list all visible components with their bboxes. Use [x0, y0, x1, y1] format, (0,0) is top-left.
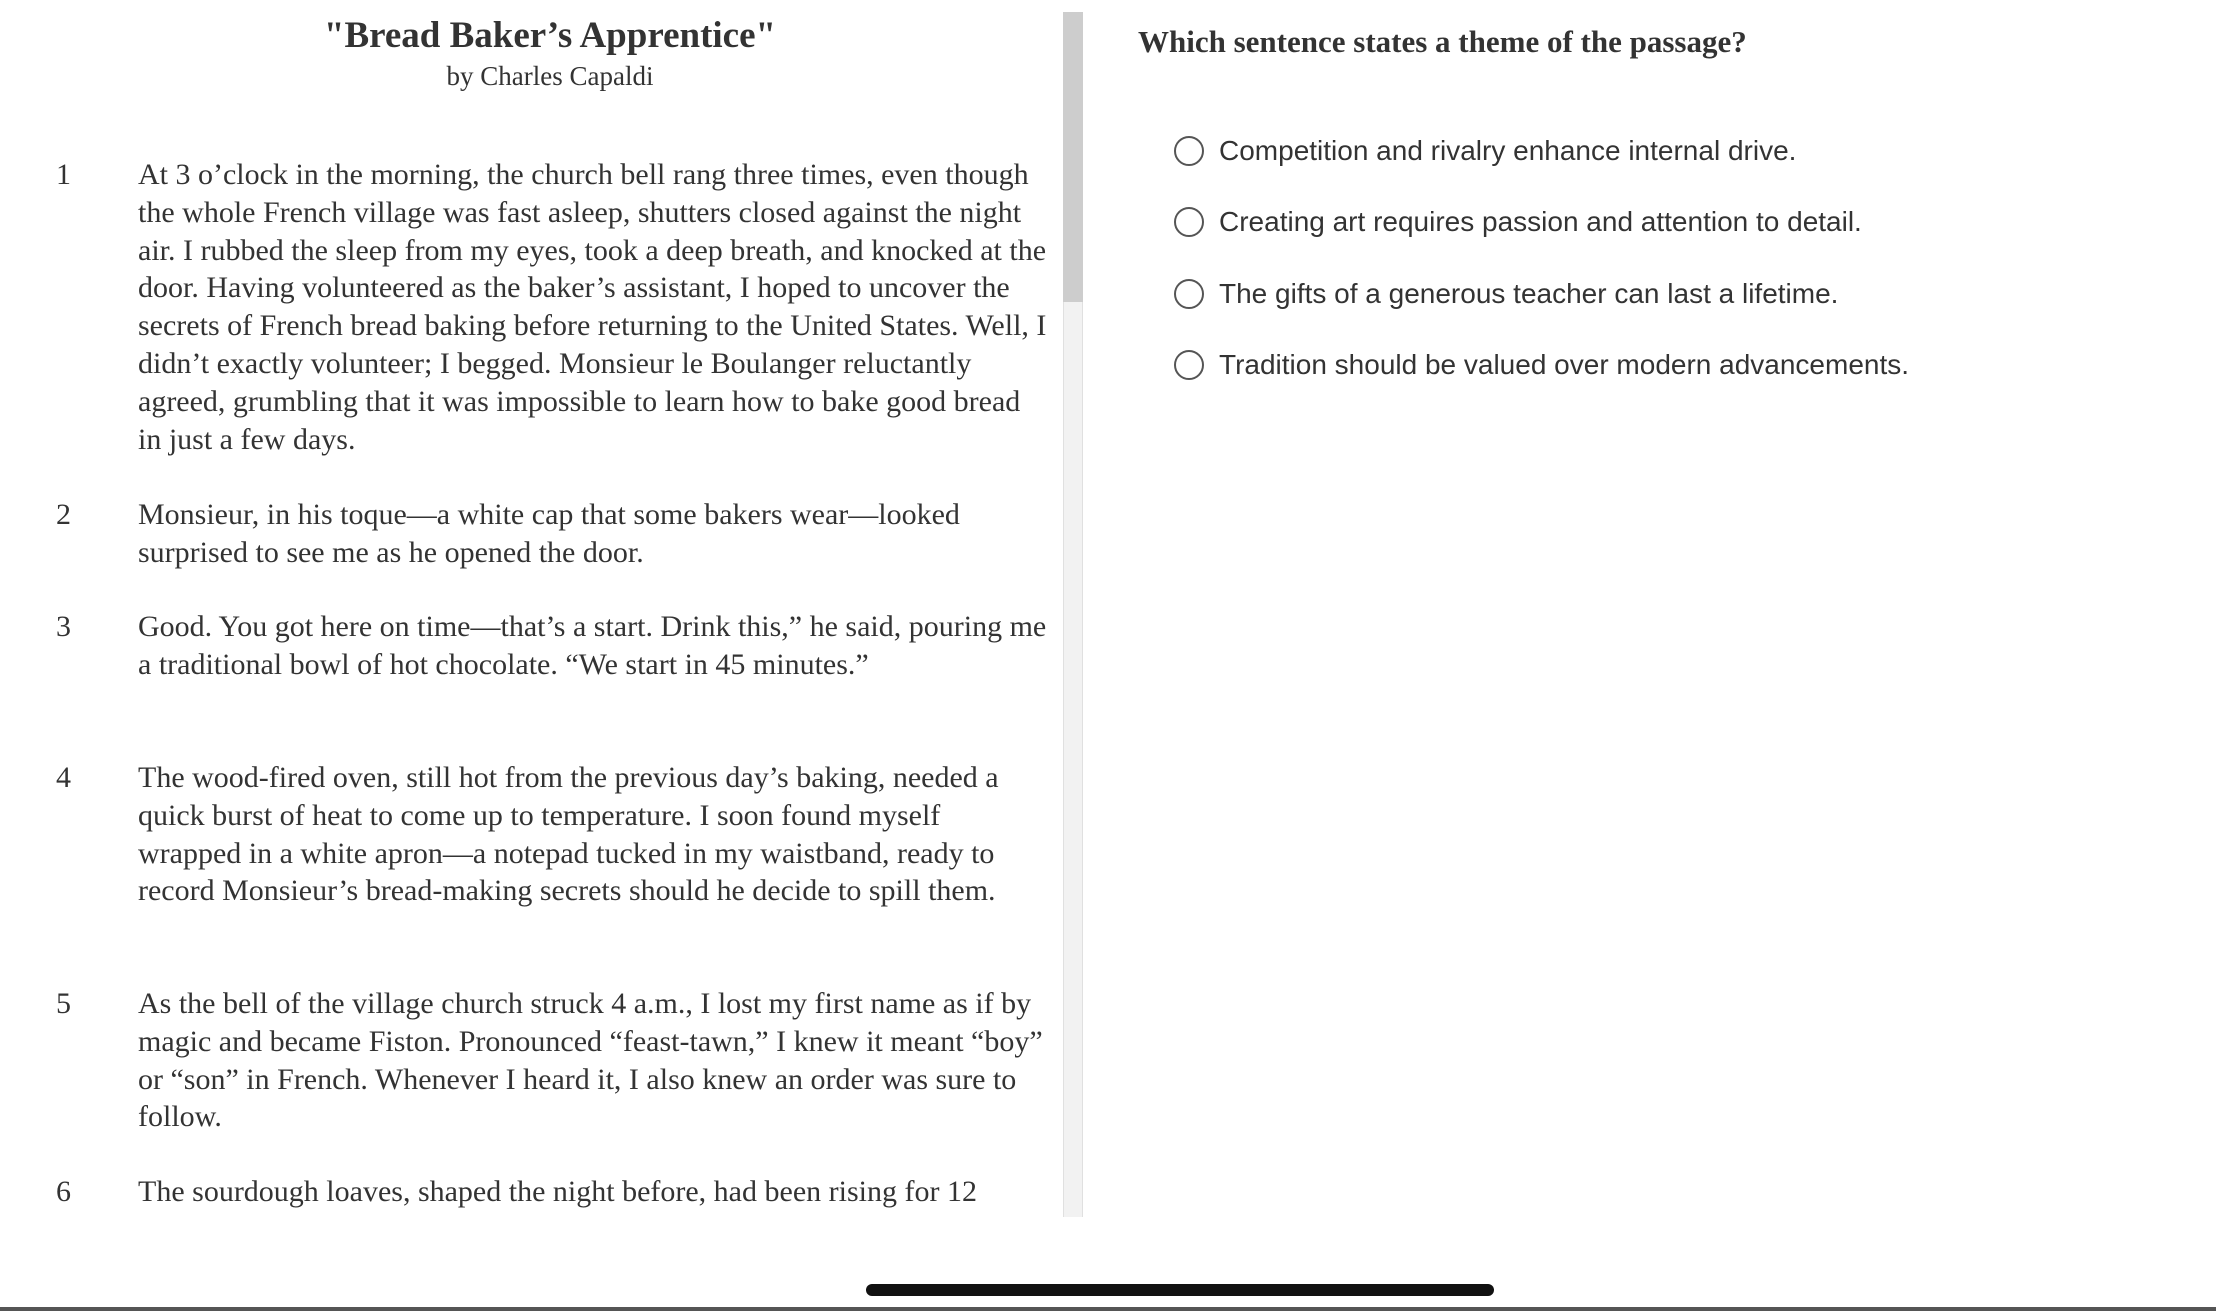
choice-label[interactable]: Tradition should be valued over modern advancements.: [1219, 349, 1910, 380]
home-indicator[interactable]: [866, 1284, 1494, 1296]
answer-choice-b[interactable]: [1174, 201, 2174, 247]
passage-author: by Charles Capaldi: [446, 61, 654, 91]
radio-button[interactable]: [1174, 136, 1204, 166]
paragraph-number: 1: [56, 158, 71, 191]
paragraph-text: The wood-fired oven, still hot from the previous day’s baking, needed a quick burst of heat to come up to temperature. I soon found myself wrapped in a white apron—a notepad tucked in my waistband, ready to record Monsieur’s bread-making secrets should he decide to spill them.: [138, 761, 999, 908]
choice-label[interactable]: Creating art requires passion and attention to detail.: [1219, 206, 1862, 237]
choice-label[interactable]: Competition and rivalry enhance internal drive.: [1219, 135, 1797, 166]
paragraph-text: The sourdough loaves, shaped the night before, had been rising for 12: [138, 1175, 977, 1208]
paragraph-text: Good. You got here on time—that’s a start. Drink this,” he said, pouring me a traditional bowl of hot chocolate. “We start in 45 minutes.”: [138, 610, 1047, 681]
radio-button[interactable]: [1174, 207, 1204, 237]
radio-button[interactable]: [1174, 279, 1204, 309]
paragraph-number: 6: [56, 1175, 71, 1208]
answer-choice-a[interactable]: [1174, 130, 2174, 176]
paragraph-number: 3: [56, 610, 71, 643]
paragraph-number: 5: [56, 987, 71, 1020]
question-stem: Which sentence states a theme of the passage?: [1138, 24, 1747, 59]
radio-button[interactable]: [1174, 350, 1204, 380]
paragraph-number: 4: [56, 761, 71, 794]
passage-scrollbar-thumb[interactable]: [1063, 12, 1083, 302]
answer-choice-c[interactable]: [1174, 273, 2174, 319]
choice-label[interactable]: The gifts of a generous teacher can last a lifetime.: [1219, 278, 1839, 309]
passage-title: "Bread Baker’s Apprentice": [323, 15, 777, 56]
paragraph-text: At 3 o’clock in the morning, the church bell rang three times, even though the whole French village was fast asleep, shutters closed against the night air. I rubbed the sleep from my eyes, took a deep breath, and knocked at the door. Having volunteered as the baker’s assistant, I hoped to uncover the secrets of French bread baking before returning to the United States. Well, I didn’t exactly volunteer; I begged. Monsieur le Boulanger reluctantly agreed, grumbling that it was impossible to learn how to bake good bread in just a few days.: [138, 158, 1047, 456]
paragraph-text: Monsieur, in his toque—a white cap that some bakers wear—looked surprised to see me as he opened the door.: [138, 498, 960, 569]
answer-choice-d[interactable]: [1174, 344, 2174, 390]
bottom-edge-divider: [0, 1307, 2216, 1311]
question-pane: [1110, 0, 2210, 1218]
paragraph-text: As the bell of the village church struck 4 a.m., I lost my first name as if by magic and became Fiston. Pronounced “feast-tawn,” I knew it meant “boy” or “son” in French. Whenever I heard it, I also knew an order was sure to follow.: [138, 987, 1043, 1134]
passage-pane[interactable]: [0, 0, 1060, 1218]
paragraph-number: 2: [56, 498, 71, 531]
